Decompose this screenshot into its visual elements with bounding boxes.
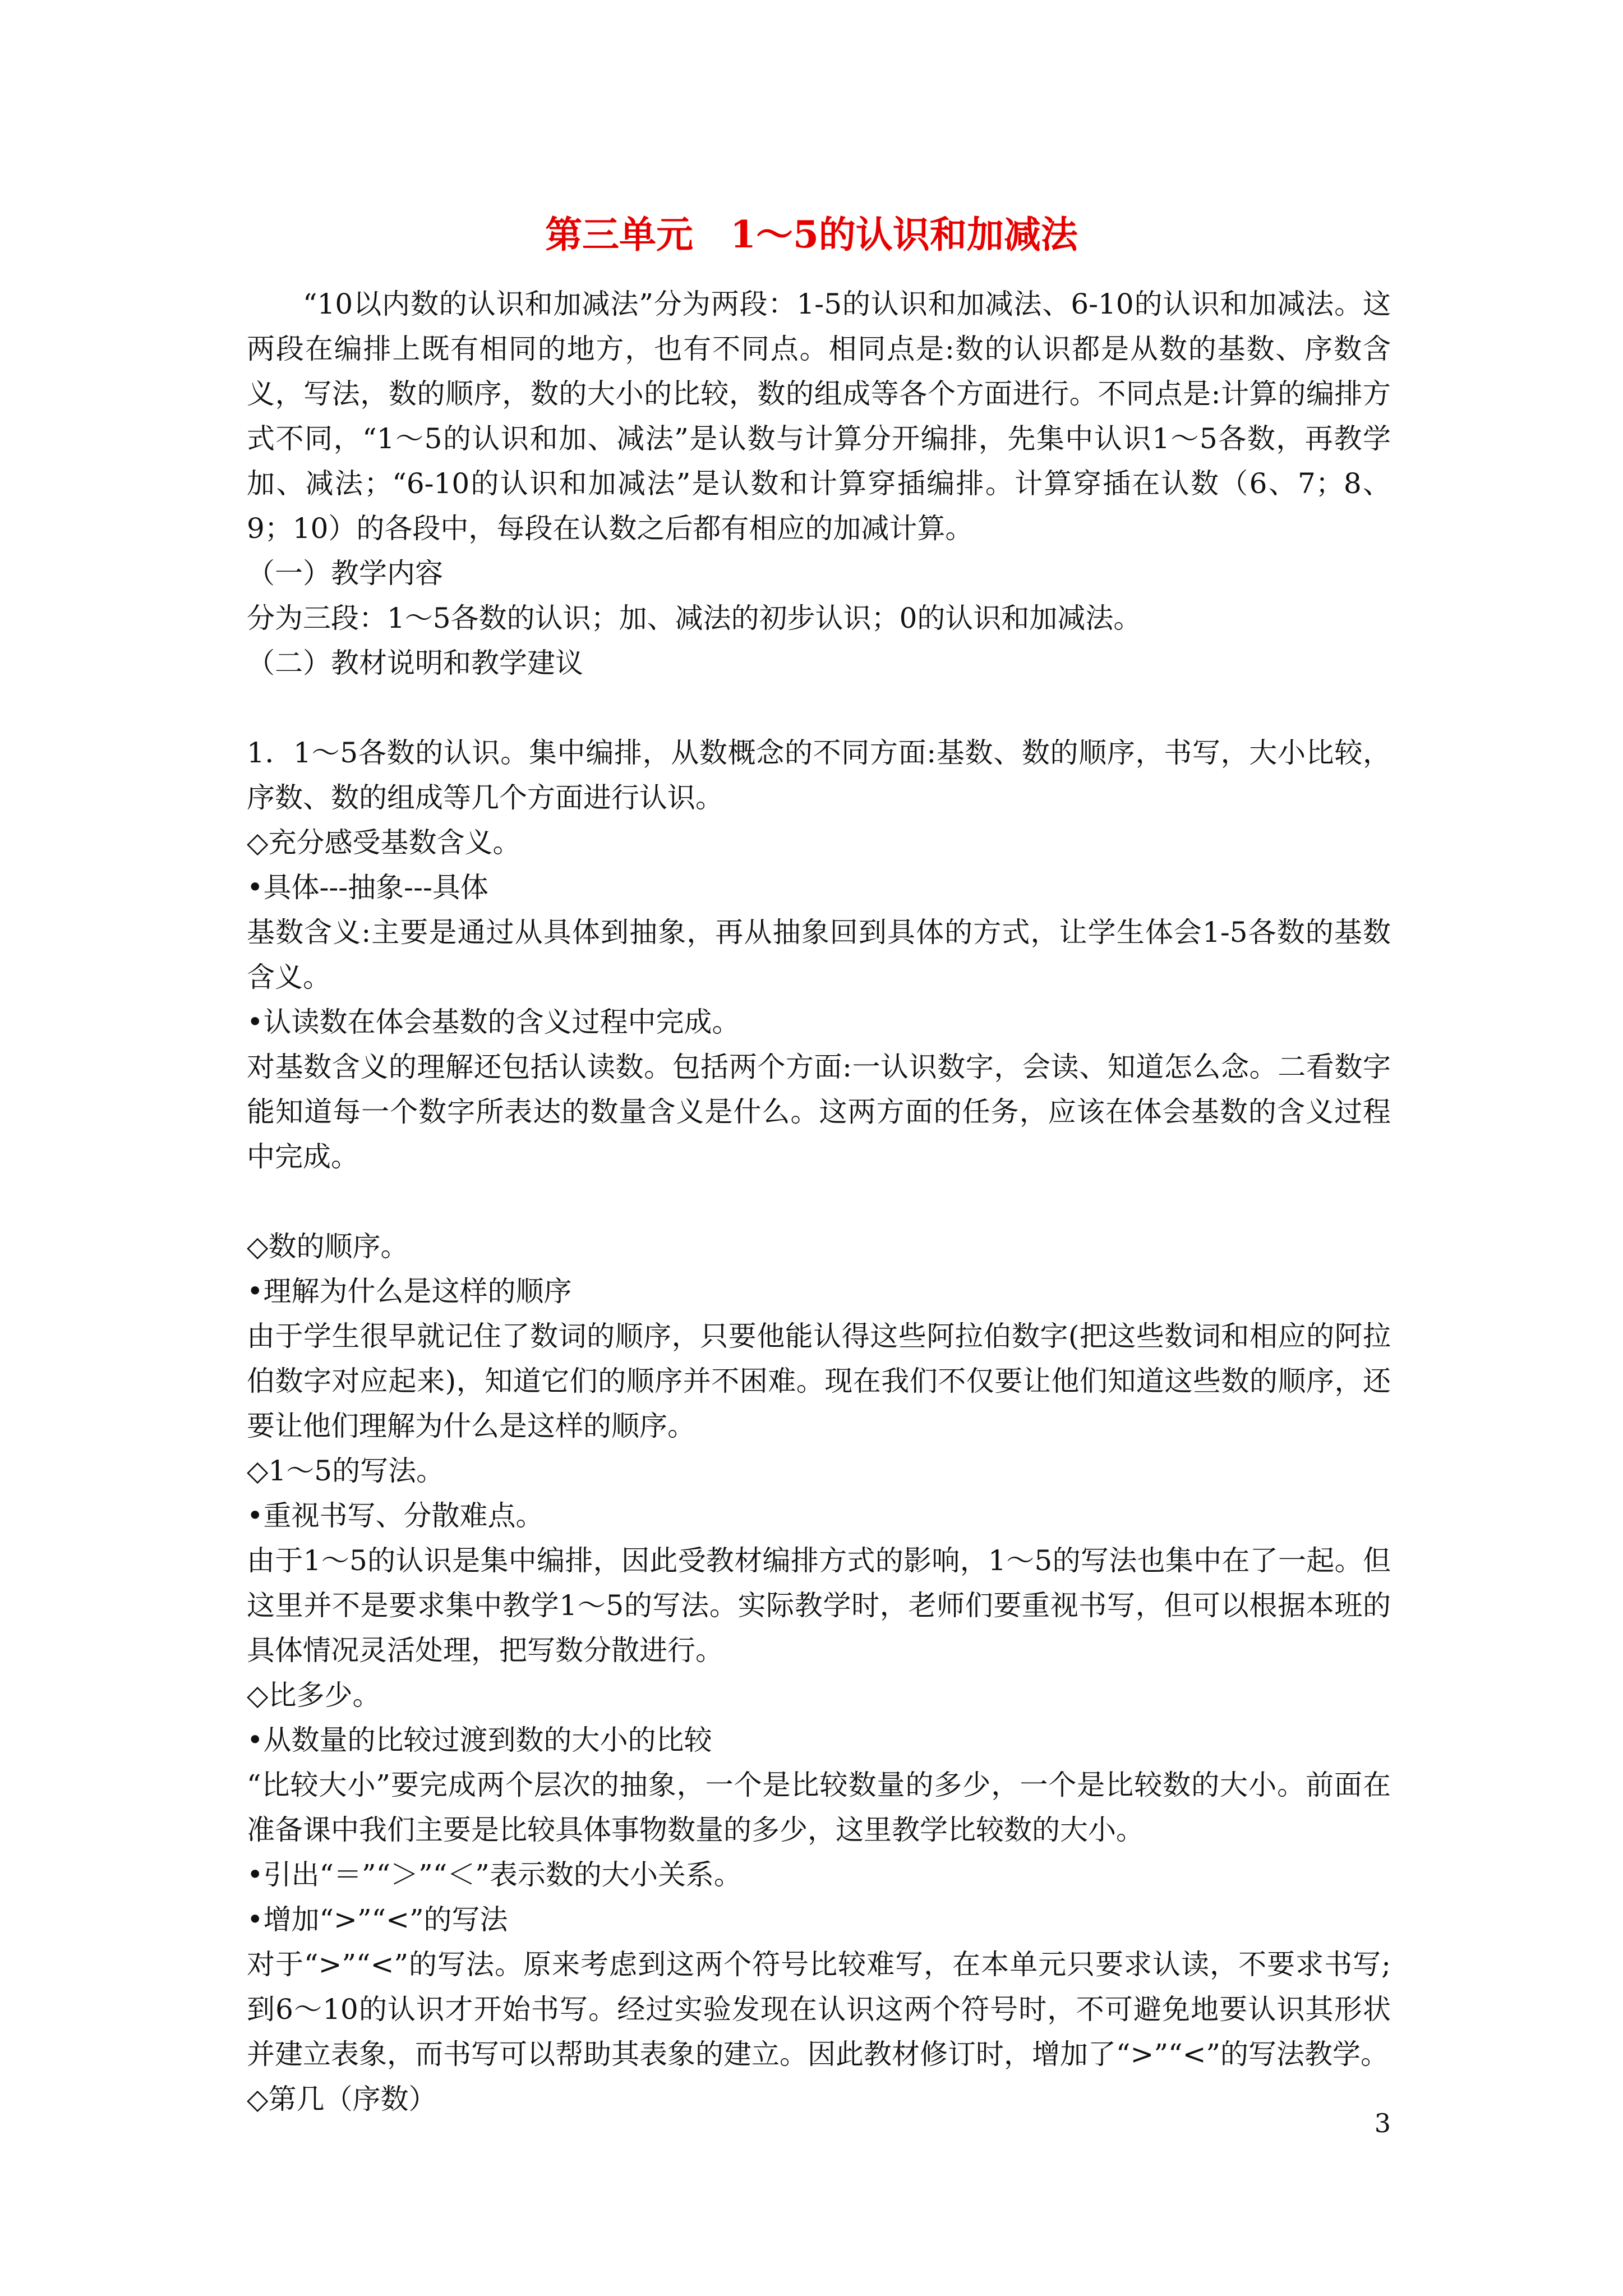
section-heading-teaching-content: （一）教学内容 (247, 557, 443, 590)
blank-line (247, 1179, 1391, 1224)
blank-line (247, 685, 1391, 730)
paragraph: 对基数含义的理解还包括认读数。包括两个方面:一认识数字，会读、知道怎么念。二看数字能知道每一个数字所表达的数量含义是什么。这两方面的任务，应该在体会基数的含义过程中完成。 (247, 1051, 1391, 1173)
paragraph: 分为三段：1～5各数的认识；加、减法的初步认识；0的认识和加减法。 (247, 602, 1142, 634)
diamond-subheading: ◇充分感受基数含义。 (247, 826, 521, 859)
paragraph: “比较大小”要完成两个层次的抽象，一个是比较数量的多少，一个是比较数的大小。前面在准备课中我们主要是比较具体事物数量的多少，这里教学比较数的大小。 (247, 1769, 1391, 1846)
paragraph: 对于“>”“<”的写法。原来考虑到这两个符号比较难写，在本单元只要求认读，不要求书写;到6～10的认识才开始书写。经过实验发现在认识这两个符号时，不可避免地要认识其形状并建立表象，而书写可以帮助其表象的建立。因此教材修订时，增加了“>”“<”的写法教学。 (247, 1948, 1391, 2070)
intro-paragraph: “10以内数的认识和加减法”分为两段：1-5的认识和加减法、6-10的认识和加减法。这两段在编排上既有相同的地方，也有不同点。相同点是:数的认识都是从数的基数、序数含义，写法，数的顺序，数的大小的比较，数的组成等各个方面进行。不同点是:计算的编排方式不同，“1～5的认识和加、减法”是认数与计算分开编排，先集中认识1～5各数，再教学加、减法；“6-10的认识和加减法”是认数和计算穿插编排。计算穿插在认数（6、7；8、9；10）的各段中，每段在认数之后都有相应的加减计算。 (247, 288, 1391, 545)
bullet-point: •认读数在体会基数的含义过程中完成。 (247, 1006, 740, 1038)
document-body (247, 282, 1391, 2122)
diamond-subheading: ◇1～5的写法。 (247, 1455, 445, 1487)
page-title: 第三单元 1～5的认识和加减法 (545, 213, 1078, 256)
paragraph: 由于学生很早就记住了数词的顺序，只要他能认得这些阿拉伯数字(把这些数词和相应的阿拉伯数字对应起来)，知道它们的顺序并不困难。现在我们不仅要让他们知道这些数的顺序，还要让他们理解为什么是这样的顺序。 (247, 1320, 1391, 1442)
page-number: 3 (1374, 2108, 1391, 2138)
diamond-subheading: ◇比多少。 (247, 1679, 381, 1711)
bullet-point: •引出“＝”“＞”“＜”表示数的大小关系。 (247, 1858, 742, 1891)
diamond-subheading: ◇第几（序数） (247, 2083, 437, 2115)
section-heading-teaching-suggestions: （二）教材说明和教学建议 (247, 647, 583, 679)
bullet-point: •重视书写、分散难点。 (247, 1499, 544, 1532)
bullet-point: •从数量的比较过渡到数的大小的比较 (247, 1724, 712, 1756)
bullet-point: •具体---抽象---具体 (247, 871, 488, 904)
numbered-item: 1．1～5各数的认识。集中编排，从数概念的不同方面:基数、数的顺序，书写，大小比较，序数、数的组成等几个方面进行认识。 (247, 737, 1391, 814)
paragraph: 基数含义:主要是通过从具体到抽象，再从抽象回到具体的方式，让学生体会1-5各数的基数含义。 (247, 916, 1391, 993)
bullet-point: •理解为什么是这样的顺序 (247, 1275, 572, 1308)
diamond-subheading: ◇数的顺序。 (247, 1230, 409, 1263)
paragraph: 由于1～5的认识是集中编排，因此受教材编排方式的影响，1～5的写法也集中在了一起。但这里并不是要求集中教学1～5的写法。实际教学时，老师们要重视书写，但可以根据本班的具体情况灵活处理，把写数分散进行。 (247, 1544, 1391, 1667)
bullet-point: •增加“>”“<”的写法 (247, 1903, 508, 1936)
